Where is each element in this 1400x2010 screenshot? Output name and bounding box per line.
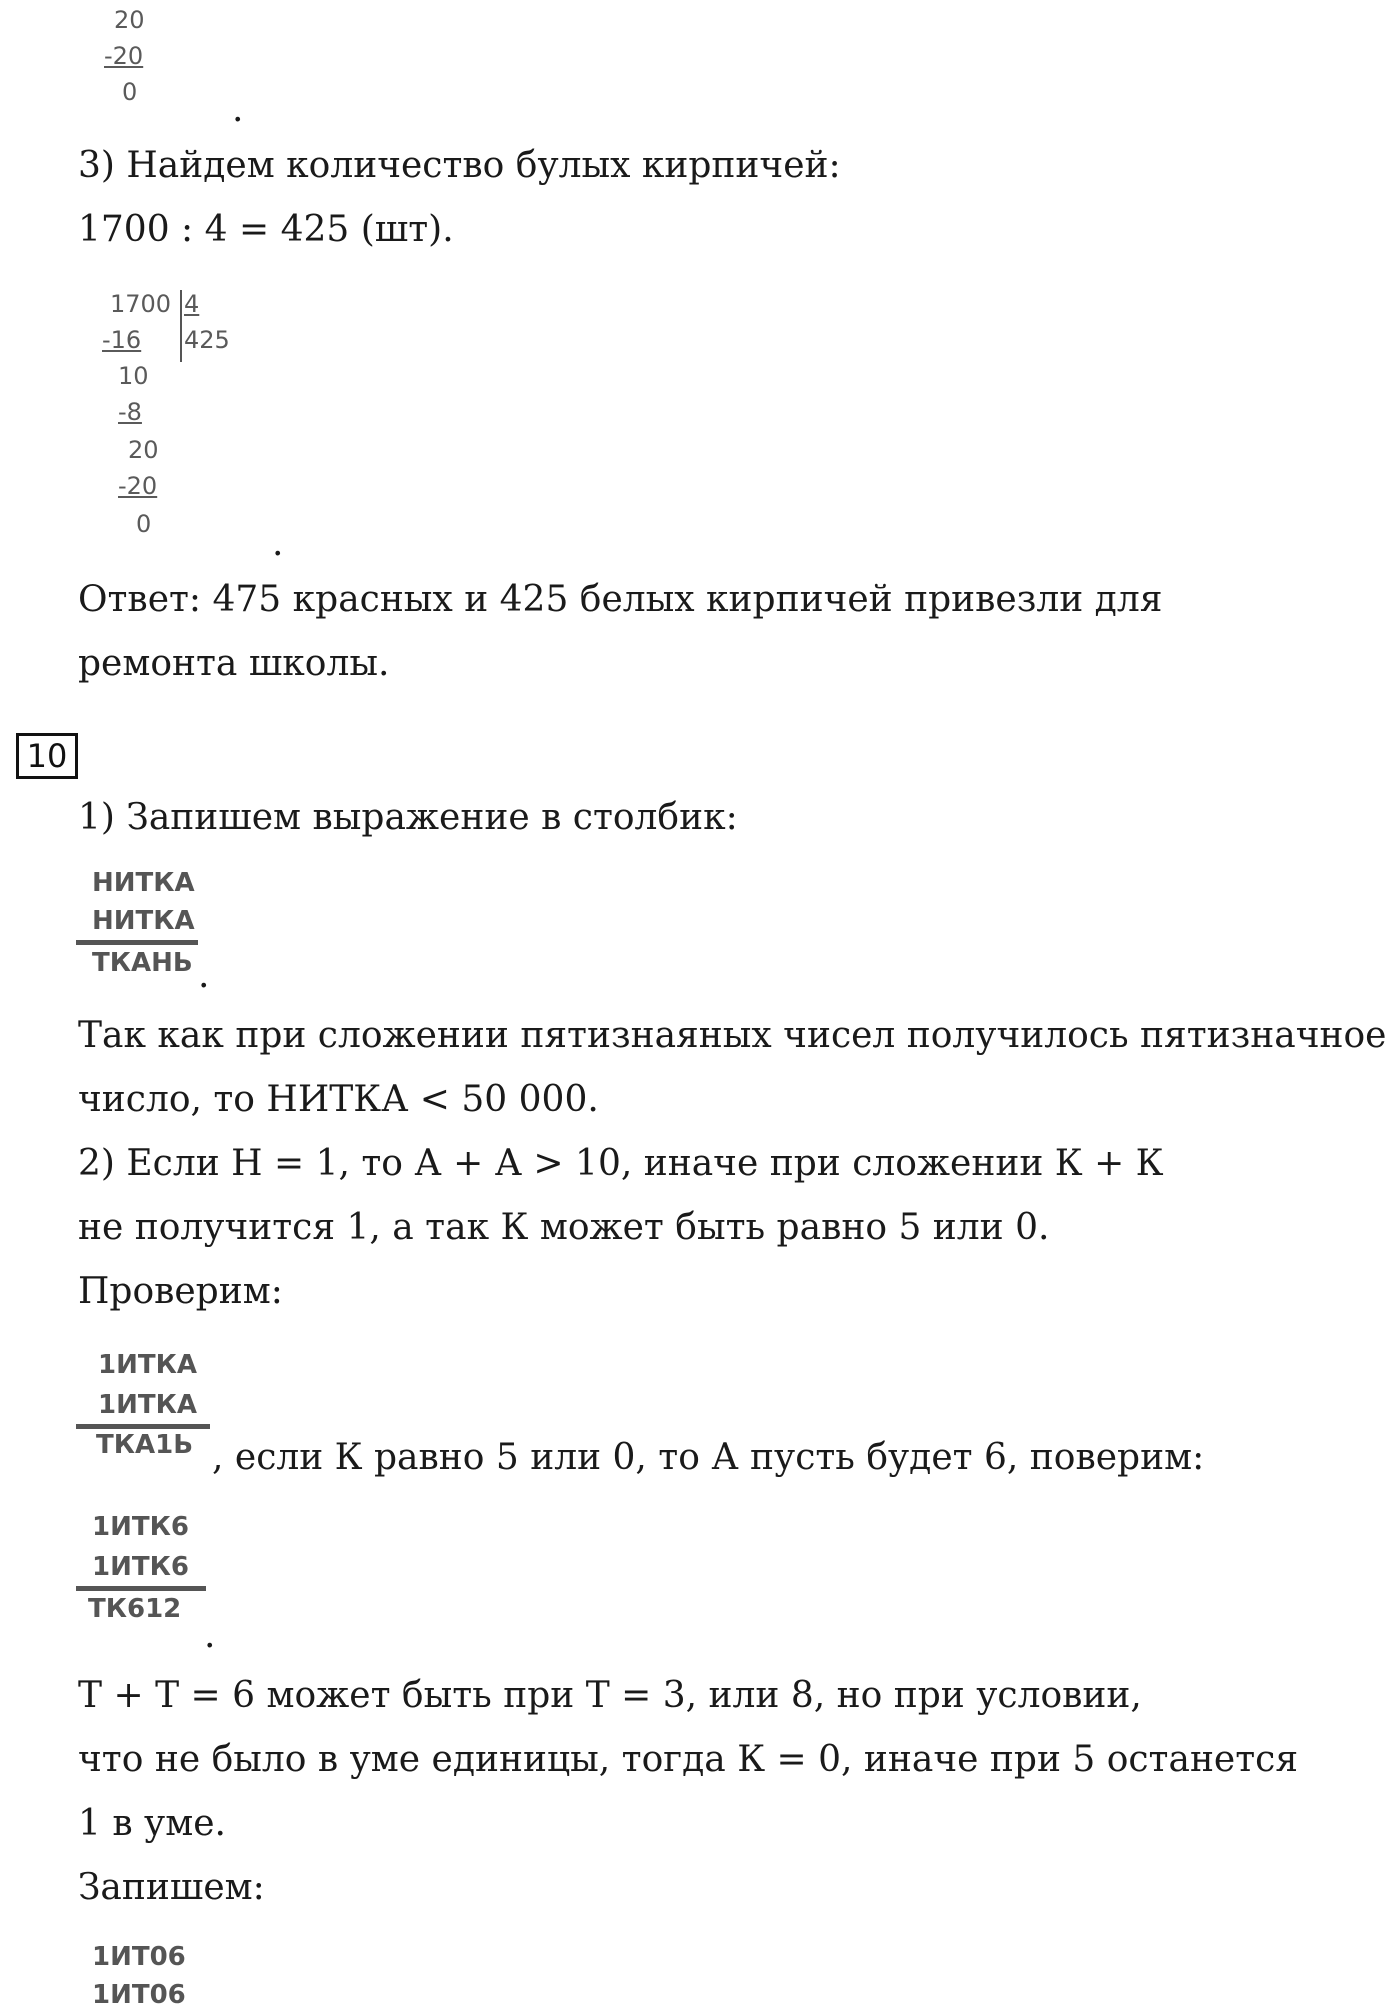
addend-top: 1ИТК6	[92, 1512, 189, 1542]
step3-formula: 1700 : 4 = 425 (шт).	[78, 209, 454, 250]
sum-result: ТКАНЬ	[92, 948, 193, 978]
paragraph-line: 1 в уме.	[78, 1803, 226, 1844]
step2-line: не получится 1, а так К может быть равно 5 или 0.	[78, 1207, 1050, 1248]
period-mark: .	[272, 523, 284, 564]
addend-bottom: НИТКА	[92, 906, 195, 936]
check-label: Проверим:	[78, 1271, 283, 1312]
addend-top: 1ИТКА	[98, 1350, 197, 1380]
division-row: -20	[104, 42, 144, 70]
addend-bottom: 1ИТКА	[98, 1390, 197, 1420]
answer-line: Ответ: 475 красных и 425 белых кирпичей привезли для	[78, 579, 1163, 620]
sum-result: ТКА1Ь	[96, 1430, 194, 1460]
paragraph-line: Так как при сложении пятизнаяных чисел получилось пятизначное	[78, 1015, 1387, 1056]
division-row: -8	[118, 398, 142, 426]
sum-result: ТК612	[88, 1594, 182, 1624]
task10-step1: 1) Запишем выражение в столбик:	[78, 797, 738, 838]
paragraph-line: что не было в уме единицы, тогда К = 0, иначе при 5 останется	[78, 1739, 1299, 1780]
paragraph-line: Т + Т = 6 может быть при Т = 3, или 8, но при условии,	[78, 1675, 1142, 1716]
division-row: 20	[128, 436, 159, 464]
division-row: -20	[118, 472, 158, 500]
step3-heading: 3) Найдем количество булых кирпичей:	[78, 145, 841, 186]
division-divisor: 4	[184, 290, 200, 318]
answer-line: ремонта школы.	[78, 643, 390, 684]
division-dividend: 1700	[110, 290, 172, 318]
paragraph-line: число, то НИТКА < 50 000.	[78, 1079, 599, 1120]
addend-top: НИТКА	[92, 868, 195, 898]
division-bracket	[180, 290, 182, 362]
write-label: Запишем:	[78, 1867, 265, 1908]
period-mark: .	[198, 955, 210, 996]
division-row: 0	[136, 510, 152, 538]
addend-bottom: 1ИТ06	[92, 1980, 186, 2010]
period-mark: .	[204, 1615, 216, 1656]
step2-line: 2) Если Н = 1, то А + А > 10, иначе при сложении К + К	[78, 1143, 1164, 1184]
task-number-box: 10	[16, 733, 78, 779]
addend-bottom: 1ИТК6	[92, 1552, 189, 1582]
addend-top: 1ИТ06	[92, 1942, 186, 1972]
sum-line	[76, 940, 198, 945]
division-row: -16	[102, 326, 142, 354]
division-row: 20	[114, 6, 145, 34]
sum2-comment: , если К равно 5 или 0, то А пусть будет 6, поверим:	[212, 1437, 1205, 1478]
sum-line	[76, 1586, 206, 1591]
sum-line	[76, 1424, 210, 1429]
division-quotient: 425	[184, 326, 230, 354]
division-row: 10	[118, 362, 149, 390]
division-row: 0	[122, 78, 138, 106]
period-mark: .	[232, 89, 244, 130]
